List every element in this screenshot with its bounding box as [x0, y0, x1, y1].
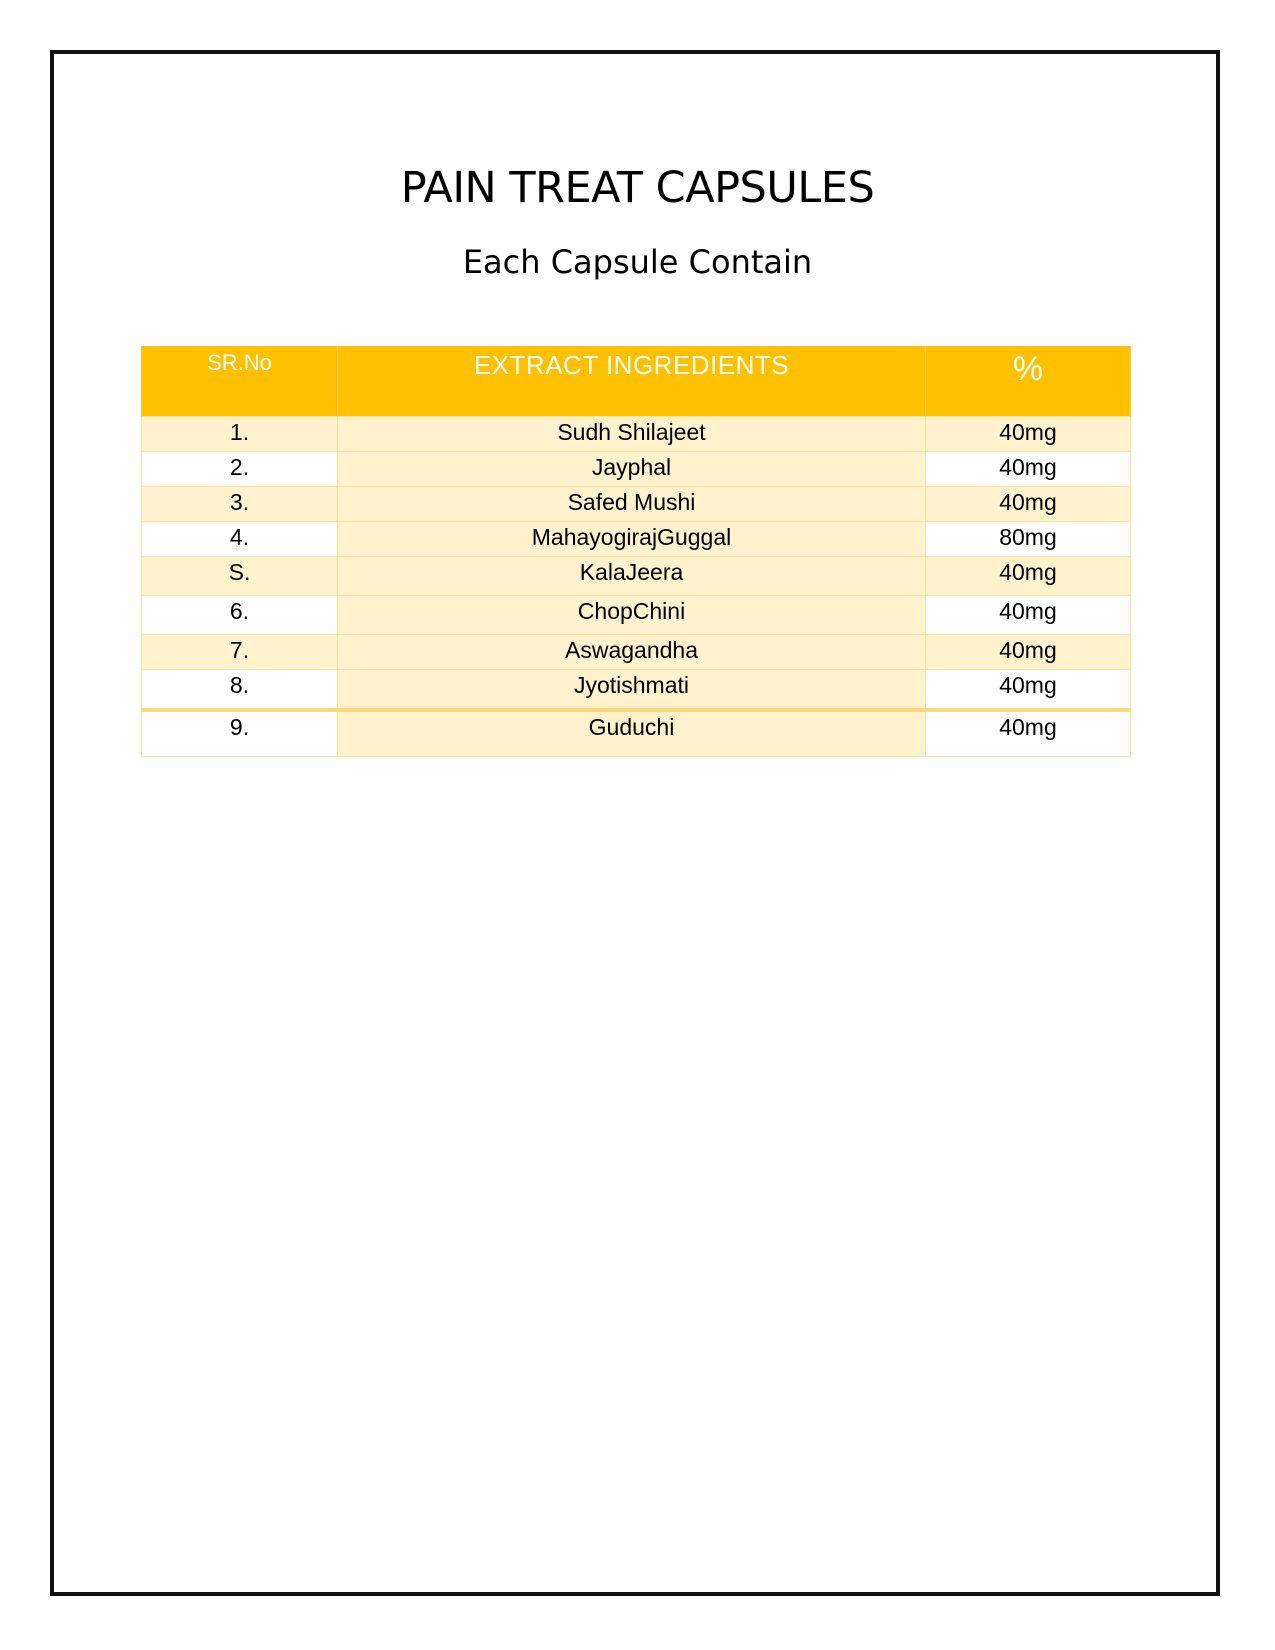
- row-amount: 40mg: [926, 417, 1131, 452]
- table-row: [142, 635, 1131, 670]
- table-header-row: [142, 346, 1131, 417]
- table-row: [142, 487, 1131, 522]
- row-ingredient: ChopChini: [338, 596, 926, 635]
- table-row: [142, 417, 1131, 452]
- row-sr-no: 9.: [142, 710, 338, 757]
- table-row: [142, 522, 1131, 557]
- row-ingredient: MahayogirajGuggal: [338, 522, 926, 557]
- header-percent: %: [926, 346, 1131, 417]
- document-subtitle: Each Capsule Contain: [462, 243, 813, 281]
- header-sr-no: SR.No: [142, 346, 338, 417]
- table-row: [142, 557, 1131, 596]
- row-amount: 40mg: [926, 670, 1131, 711]
- row-sr-no: 1.: [142, 417, 338, 452]
- ingredients-table: [141, 346, 1131, 757]
- row-amount: 40mg: [926, 635, 1131, 670]
- row-sr-no: S.: [142, 557, 338, 596]
- document-title: PAIN TREAT CAPSULES: [400, 163, 875, 213]
- row-amount: 40mg: [926, 452, 1131, 487]
- row-sr-no: 6.: [142, 596, 338, 635]
- row-ingredient: Guduchi: [338, 710, 926, 757]
- row-ingredient: Safed Mushi: [338, 487, 926, 522]
- row-amount: 40mg: [926, 596, 1131, 635]
- row-sr-no: 7.: [142, 635, 338, 670]
- row-amount: 80mg: [926, 522, 1131, 557]
- row-amount: 40mg: [926, 710, 1131, 757]
- row-ingredient: Jyotishmati: [338, 670, 926, 711]
- table-row: [142, 670, 1131, 711]
- row-sr-no: 3.: [142, 487, 338, 522]
- row-ingredient: Aswagandha: [338, 635, 926, 670]
- row-sr-no: 2.: [142, 452, 338, 487]
- table-row: [142, 452, 1131, 487]
- row-sr-no: 4.: [142, 522, 338, 557]
- row-sr-no: 8.: [142, 670, 338, 711]
- row-ingredient: Sudh Shilajeet: [338, 417, 926, 452]
- header-extract-ingredients: EXTRACT INGREDIENTS: [338, 346, 926, 417]
- table-row: [142, 596, 1131, 635]
- row-amount: 40mg: [926, 487, 1131, 522]
- row-amount: 40mg: [926, 557, 1131, 596]
- row-ingredient: Jayphal: [338, 452, 926, 487]
- table-row: [142, 710, 1131, 757]
- row-ingredient: KalaJeera: [338, 557, 926, 596]
